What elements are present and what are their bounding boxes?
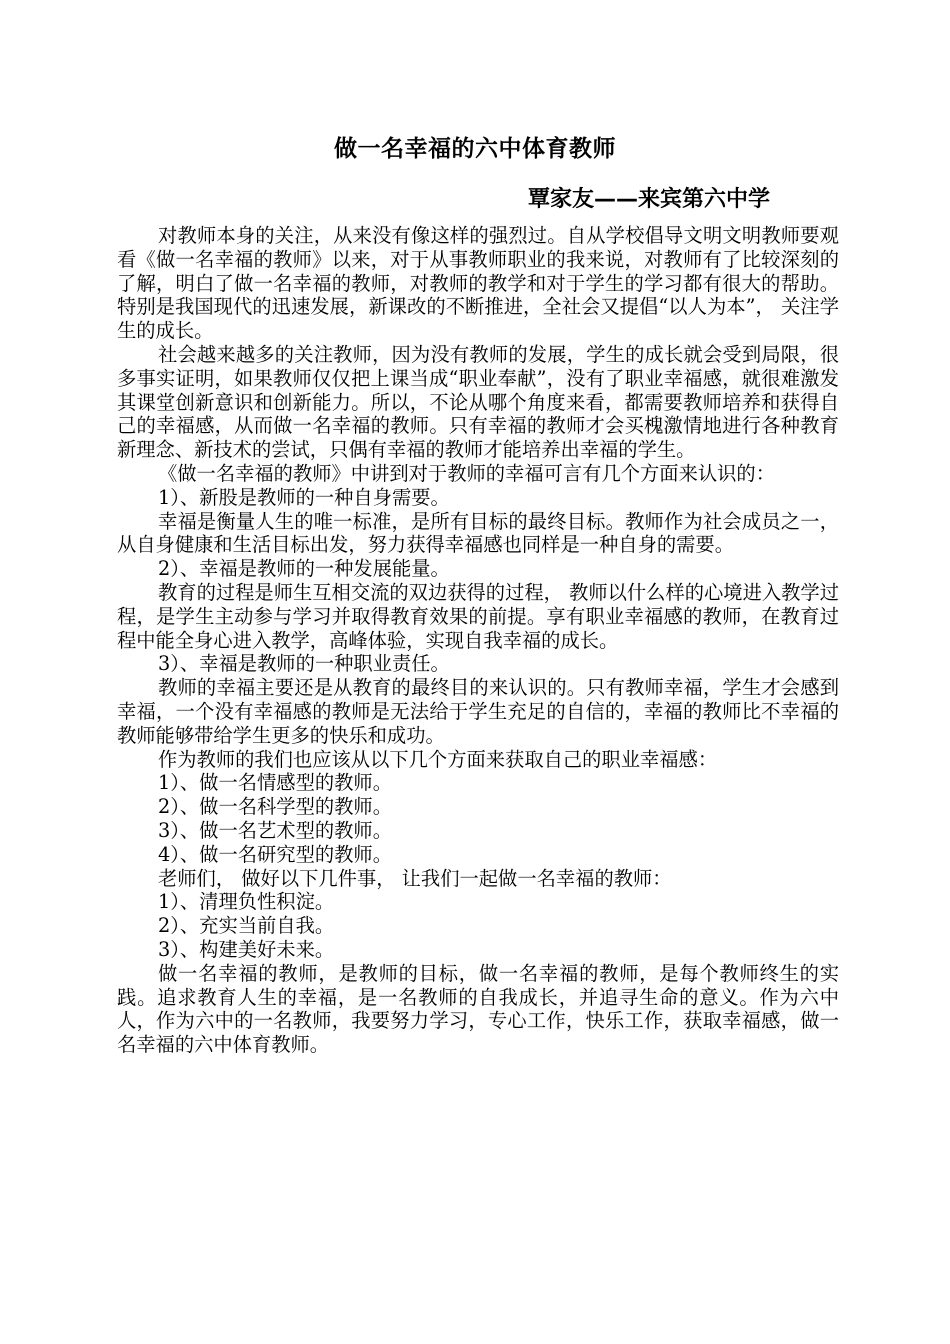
list-item-aspect-2: 2）、做一名科学型的教师。: [158, 795, 392, 819]
paragraph-aspects-intro: 作为教师的我们也应该从以下几个方面来获取自己的职业幸福感：: [158, 747, 718, 771]
list-item-point-1: 1）、新股是教师的一种自身需要。: [158, 485, 450, 509]
document-title: 做一名幸福的六中体育教师: [334, 136, 616, 162]
list-item-point-3: 3）、幸福是教师的一种职业责任。: [158, 652, 450, 676]
list-item-aspect-4: 4）、做一名研究型的教师。: [158, 842, 392, 866]
list-item-point-2: 2）、幸福是教师的一种发展能量。: [158, 557, 450, 581]
paragraph-society: 社会越来越多的关注教师，因为没有教师的发展，学生的成长就会受到局限，很多事实证明，如果教师仅仅把上课当成“职业奉献”，没有了职业幸福感，就很难激发其课堂创新意识和创新能力。所以，不论从哪个角度来看，都需要教师培养和获得自己的幸福感，从而做一名幸福的教师。只有幸福的教师才会买槐激情地进行各种教育新理念、新技术的尝试，只偶有幸福的教师才能培养出幸福的学生。: [117, 342, 839, 462]
list-item-task-3: 3）、构建美好未来。: [158, 937, 335, 961]
paragraph-intro: 对教师本身的关注，从来没有像这样的强烈过。自从学校倡导文明文明教师要观看《做一名幸福的教师》以来，对于从事教师职业的我来说，对教师有了比较深刻的了解，明白了做一名幸福的教师，对教师的教学和对于学生的学习都有很大的帮助。特别是我国现代的迅速发展，新课改的不断推进，全社会又提倡“以人为本”， 关注学生的成长。: [117, 224, 839, 343]
paragraph-tasks-intro: 老师们， 做好以下几件事， 让我们一起做一名幸福的教师：: [158, 866, 672, 890]
paragraph-point-1: 幸福是衡量人生的唯一标准，是所有目标的最终目标。教师作为社会成员之一，从自身健康和生活目标出发，努力获得幸福感也同样是一种自身的需要。: [117, 509, 839, 557]
list-item-task-1: 1）、清理负性积淀。: [158, 890, 335, 914]
list-item-aspect-1: 1）、做一名情感型的教师。: [158, 771, 392, 795]
paragraph-point-2: 教育的过程是师生互相交流的双边获得的过程， 教师以什么样的心境进入教学过程，是学生主动参与学习并取得教育效果的前提。享有职业幸福感的教师，在教育过程中能全身心进入教学，高峰体验，实现自我幸福的成长。: [117, 580, 839, 652]
paragraph-conclusion: 做一名幸福的教师，是教师的目标，做一名幸福的教师，是每个教师终生的实践。追求教育人生的幸福，是一名教师的自我成长，并追寻生命的意义。作为六中人，作为六中的一名教师，我要努力学习，专心工作，快乐工作，获取幸福感，做一名幸福的六中体育教师。: [117, 961, 839, 1057]
list-item-aspect-3: 3）、做一名艺术型的教师。: [158, 818, 392, 842]
paragraph-book-reference: 《做一名幸福的教师》中讲到对于教师的幸福可言有几个方面来认识的：: [158, 461, 775, 485]
paragraph-point-3: 教师的幸福主要还是从教育的最终目的来认识的。只有教师幸福，学生才会感到幸福，一个没有幸福感的教师是无法给于学生充足的自信的，幸福的教师比不幸福的教师能够带给学生更多的快乐和成功。: [117, 676, 839, 747]
list-item-task-2: 2）、充实当前自我。: [158, 914, 335, 938]
author-byline: 覃家友——来宾第六中学: [528, 187, 771, 212]
document-body: [117, 224, 839, 1057]
